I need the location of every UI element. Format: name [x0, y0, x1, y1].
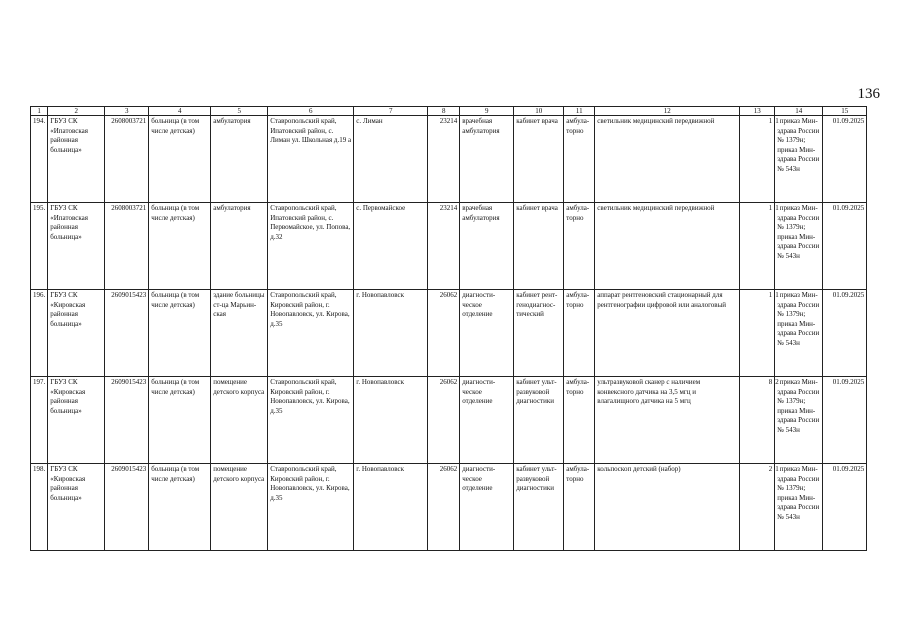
date: 01.09.2025	[823, 290, 867, 377]
locality: г. Новопавловск	[354, 377, 428, 464]
column-header: 2	[48, 107, 105, 116]
locality: г. Новопавловск	[354, 464, 428, 551]
facility-type: больница (в том числе детская)	[149, 290, 211, 377]
quantity-1: 1	[740, 290, 775, 377]
care-mode: амбула-торно	[564, 290, 595, 377]
inn: 2609015423	[105, 377, 149, 464]
quantity-2: 1	[775, 291, 779, 299]
inn: 2609015423	[105, 464, 149, 551]
room: кабинет врача	[514, 116, 564, 203]
department: врачебная амбулатория	[460, 203, 514, 290]
basis	[775, 290, 823, 377]
department: диагности-ческое отделение	[460, 290, 514, 377]
quantity-1: 1	[740, 116, 775, 203]
room: кабинет ульт-развуковой диагностики	[514, 464, 564, 551]
locality: с. Лиман	[354, 116, 428, 203]
column-header: 1	[31, 107, 48, 116]
equipment: ультразвуковой сканер с наличием конвексного датчика на 3,5 мгц и влагалищного датчика на 5 мгц	[595, 377, 740, 464]
code: 26062	[428, 464, 460, 551]
care-mode: амбула-торно	[564, 203, 595, 290]
address: Ставропольский край, Ипатовский район, с. Первомайское, ул. Попова, д.32	[268, 203, 354, 290]
date: 01.09.2025	[823, 203, 867, 290]
basis	[775, 377, 823, 464]
column-header: 13	[740, 107, 775, 116]
inn: 2608003721	[105, 203, 149, 290]
table-row	[31, 464, 867, 551]
quantity-2: 1	[775, 117, 779, 125]
basis-text: приказ Мин-здрава России № 1379н; приказ Мин-здрава России № 543н	[777, 291, 820, 347]
column-number-row	[31, 107, 867, 116]
row-number: 194.	[31, 116, 48, 203]
column-header: 7	[354, 107, 428, 116]
code: 23214	[428, 116, 460, 203]
basis	[775, 464, 823, 551]
equipment: аппарат рентгеновский стационарный для рентгенографии цифровой или аналоговый	[595, 290, 740, 377]
basis	[775, 203, 823, 290]
equipment: светильник медицинский передвижной	[595, 203, 740, 290]
unit: амбулатория	[211, 203, 268, 290]
date: 01.09.2025	[823, 377, 867, 464]
care-mode: амбула-торно	[564, 464, 595, 551]
organization: ГБУЗ СК «Кировская районная больница»	[48, 290, 105, 377]
address: Ставропольский край, Кировский район, г. Новопавловск, ул. Кирова, д.35	[268, 464, 354, 551]
organization: ГБУЗ СК «Ипатовская районная больница»	[48, 203, 105, 290]
column-header: 8	[428, 107, 460, 116]
locality: с. Первомайское	[354, 203, 428, 290]
address: Ставропольский край, Кировский район, г. Новопавловск, ул. Кирова, д.35	[268, 377, 354, 464]
column-header: 12	[595, 107, 740, 116]
column-header: 5	[211, 107, 268, 116]
locality: г. Новопавловск	[354, 290, 428, 377]
equipment-table	[30, 106, 867, 551]
table-row	[31, 290, 867, 377]
page-number: 136	[857, 86, 880, 102]
basis-text: приказ Мин-здрава России № 1379н; приказ Мин-здрава России № 543н	[777, 117, 820, 173]
column-header: 6	[268, 107, 354, 116]
facility-type: больница (в том числе детская)	[149, 377, 211, 464]
basis	[775, 116, 823, 203]
basis-text: приказ Мин-здрава России № 1379н; приказ Мин-здрава России № 543н	[777, 465, 820, 521]
column-header: 14	[775, 107, 823, 116]
basis-text: приказ Мин-здрава России № 1379н; приказ Мин-здрава России № 543н	[777, 378, 820, 434]
quantity-1: 1	[740, 203, 775, 290]
column-header: 4	[149, 107, 211, 116]
column-header: 9	[460, 107, 514, 116]
row-number: 195.	[31, 203, 48, 290]
care-mode: амбула-торно	[564, 377, 595, 464]
row-number: 198.	[31, 464, 48, 551]
address: Ставропольский край, Кировский район, г. Новопавловск, ул. Кирова, д.35	[268, 290, 354, 377]
inn: 2609015423	[105, 290, 149, 377]
department: диагности-ческое отделение	[460, 377, 514, 464]
date: 01.09.2025	[823, 116, 867, 203]
organization: ГБУЗ СК «Кировская районная больница»	[48, 464, 105, 551]
department: диагности-ческое отделение	[460, 464, 514, 551]
code: 23214	[428, 203, 460, 290]
unit: здание больницы ст-ца Марьин-ская	[211, 290, 268, 377]
quantity-2: 1	[775, 465, 779, 473]
equipment: светильник медицинский передвижной	[595, 116, 740, 203]
row-number: 196.	[31, 290, 48, 377]
care-mode: амбула-торно	[564, 116, 595, 203]
column-header: 15	[823, 107, 867, 116]
quantity-1: 8	[740, 377, 775, 464]
basis-text: приказ Мин-здрава России № 1379н; приказ Мин-здрава России № 543н	[777, 204, 820, 260]
facility-type: больница (в том числе детская)	[149, 116, 211, 203]
column-header: 11	[564, 107, 595, 116]
code: 26062	[428, 377, 460, 464]
unit: амбулатория	[211, 116, 268, 203]
room: кабинет рент-генодиагнос-тический	[514, 290, 564, 377]
inn: 2608003721	[105, 116, 149, 203]
column-header: 10	[514, 107, 564, 116]
organization: ГБУЗ СК «Ипатовская районная больница»	[48, 116, 105, 203]
quantity-1: 2	[740, 464, 775, 551]
table-row	[31, 116, 867, 203]
organization: ГБУЗ СК «Кировская районная больница»	[48, 377, 105, 464]
facility-type: больница (в том числе детская)	[149, 203, 211, 290]
department: врачебная амбулатория	[460, 116, 514, 203]
room: кабинет врача	[514, 203, 564, 290]
unit: помещение детского корпуса	[211, 377, 268, 464]
address: Ставропольский край, Ипатовский район, с. Лиман ул. Школьная д.19 а	[268, 116, 354, 203]
table-row	[31, 377, 867, 464]
unit: помещение детского корпуса	[211, 464, 268, 551]
facility-type: больница (в том числе детская)	[149, 464, 211, 551]
column-header: 3	[105, 107, 149, 116]
equipment: кольпоскоп детский (набор)	[595, 464, 740, 551]
code: 26062	[428, 290, 460, 377]
table-row	[31, 203, 867, 290]
quantity-2: 1	[775, 204, 779, 212]
date: 01.09.2025	[823, 464, 867, 551]
quantity-2: 2	[775, 378, 779, 386]
row-number: 197.	[31, 377, 48, 464]
room: кабинет ульт-развуковой диагностики	[514, 377, 564, 464]
